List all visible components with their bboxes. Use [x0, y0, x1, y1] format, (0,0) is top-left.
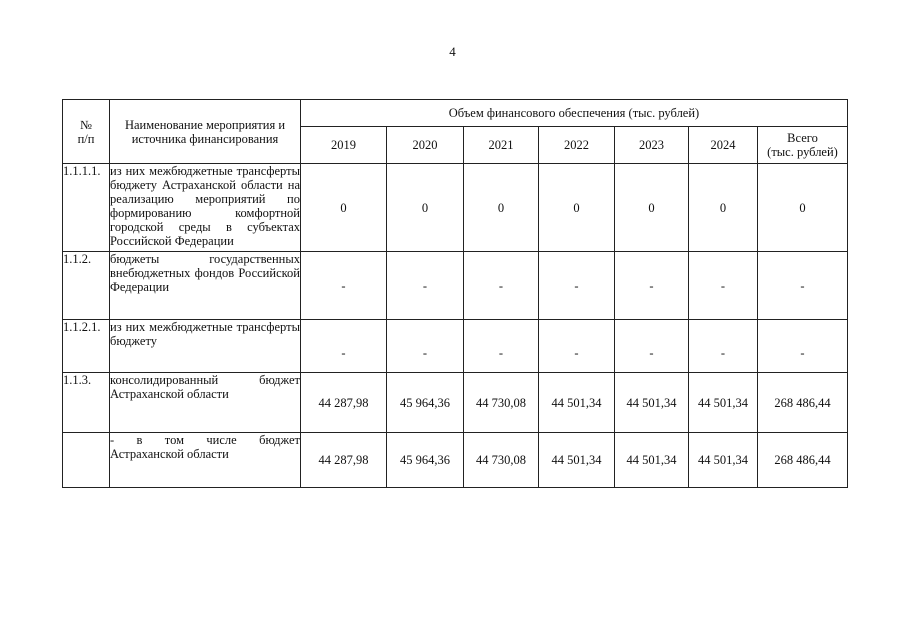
row-number: 1.1.3. [63, 373, 110, 433]
header-year-2020: 2020 [387, 127, 464, 164]
row-number: 1.1.2. [63, 252, 110, 320]
row-number: 1.1.1.1. [63, 164, 110, 252]
row-value: 44 287,98 [301, 373, 387, 433]
header-year-2023: 2023 [615, 127, 689, 164]
row-value: 44 501,34 [615, 433, 689, 488]
table-row [63, 433, 848, 488]
row-name: бюджеты государственных внебюджетных фондов Российской Федерации [110, 252, 301, 320]
row-number: 1.1.2.1. [63, 320, 110, 373]
header-num [63, 100, 110, 164]
row-value: - [464, 320, 539, 373]
header-funding-group: Объем финансового обеспечения (тыс. рублей) [301, 100, 848, 127]
row-value: - [615, 252, 689, 320]
row-name: из них межбюджетные трансферты бюджету [110, 320, 301, 373]
header-year-2024: 2024 [689, 127, 758, 164]
row-value: 0 [689, 164, 758, 252]
row-value: 0 [539, 164, 615, 252]
row-value: - [301, 320, 387, 373]
header-total: Всего (тыс. рублей) [758, 127, 848, 164]
financing-table [62, 99, 848, 488]
row-total: 268 486,44 [758, 373, 848, 433]
row-value: 0 [615, 164, 689, 252]
row-value: - [615, 320, 689, 373]
header-name [110, 100, 301, 164]
row-value: 0 [387, 164, 464, 252]
row-value: 0 [464, 164, 539, 252]
row-value: - [539, 252, 615, 320]
row-value: - [301, 252, 387, 320]
row-value: - [689, 320, 758, 373]
row-value: 44 501,34 [689, 373, 758, 433]
header-year-2022: 2022 [539, 127, 615, 164]
row-total: - [758, 252, 848, 320]
row-value: 44 730,08 [464, 433, 539, 488]
row-value: - [464, 252, 539, 320]
page-number: 4 [449, 44, 456, 59]
row-value: 44 501,34 [689, 433, 758, 488]
row-value: - [689, 252, 758, 320]
row-total: - [758, 320, 848, 373]
table-row [63, 373, 848, 433]
row-value: 44 501,34 [539, 373, 615, 433]
row-name: из них межбюджетные трансферты бюджету Астраханской области на реализацию мероприятий по формированию комфортной городской среды в субъектах Российской Федерации [110, 164, 301, 252]
header-num-text: № п/п [77, 117, 95, 146]
row-value: - [387, 320, 464, 373]
header-year-2019: 2019 [301, 127, 387, 164]
header-year-2021: 2021 [464, 127, 539, 164]
table-row [63, 164, 848, 252]
row-name: - в том числе бюджет Астраханской области [110, 433, 301, 488]
row-value: 44 287,98 [301, 433, 387, 488]
row-value: - [387, 252, 464, 320]
table-row [63, 320, 848, 373]
row-value: 44 730,08 [464, 373, 539, 433]
row-value: 0 [301, 164, 387, 252]
header-name-text: Наименование мероприятия и источника финансирования [124, 117, 286, 146]
row-value: 45 964,36 [387, 373, 464, 433]
row-total: 0 [758, 164, 848, 252]
row-value: 44 501,34 [615, 373, 689, 433]
row-number [63, 433, 110, 488]
table-row [63, 252, 848, 320]
row-name: консолидированный бюджет Астраханской области [110, 373, 301, 433]
row-value: - [539, 320, 615, 373]
row-value: 45 964,36 [387, 433, 464, 488]
row-value: 44 501,34 [539, 433, 615, 488]
row-total: 268 486,44 [758, 433, 848, 488]
